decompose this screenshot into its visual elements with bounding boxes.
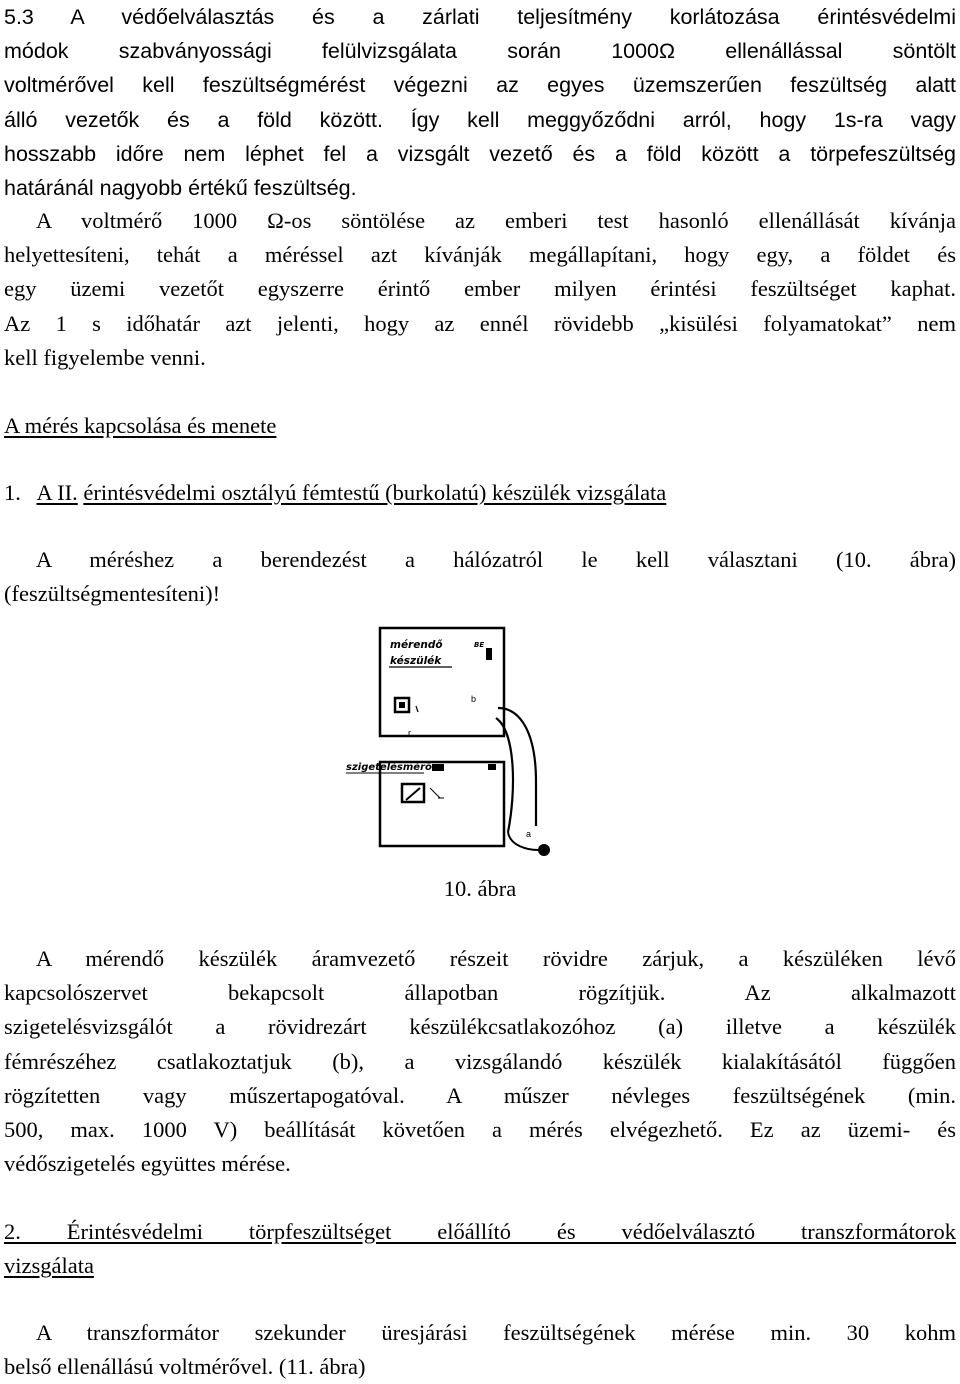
procedure-paragraph <box>4 942 956 1181</box>
section-heading <box>4 409 956 443</box>
switch-icon <box>486 648 492 660</box>
device-label-2: készülék <box>390 655 442 667</box>
text-line: helyettesíteni, tehát a méréssel azt kívánják megállapítani, hogy egy, a földet és <box>4 242 956 268</box>
circuit-diagram <box>340 622 560 866</box>
text-line: rögzítetten vagy műszertapogatóval. A műszer névleges feszültségének (min. <box>4 1082 956 1108</box>
explanation-paragraph <box>4 204 956 375</box>
text-line: egy üzemi vezetőt egyszerre érintő ember milyen érintési feszültséget kaphat. <box>4 276 956 302</box>
text-line: határánál nagyobb értékű feszültség. <box>4 176 357 201</box>
text-line: voltmérővel kell feszültségmérést végezni az egyes üzemszerűen feszültség alatt <box>4 73 956 98</box>
section-paragraph <box>4 0 956 205</box>
transformer-paragraph <box>4 1316 956 1384</box>
text-line: (feszültségmentesíteni)! <box>4 581 221 607</box>
tester-label: szigetelésmérő <box>346 762 432 773</box>
text-line: Az 1 s időhatár azt jelenti, hogy az ennél rövidebb „kisülési folyamatokat” nem <box>4 310 956 336</box>
text-line: A transzformátor szekunder üresjárási feszültségének mérése min. 30 kohm <box>36 1320 956 1345</box>
disconnect-paragraph <box>4 543 956 611</box>
item-title-b: érintésvédelmi osztályú fémtestű (burkolatú) készülék vizsgálata <box>83 480 667 505</box>
text-line: fémrészéhez csatlakoztatjuk (b), a vizsgálandó készülék kialakításától függően <box>4 1048 956 1074</box>
text-line: védőszigetelés együttes mérése. <box>4 1151 291 1177</box>
label-a: a <box>526 829 532 839</box>
probe-icon <box>538 844 550 856</box>
text-line: 5.3 A védőelválasztás és a zárlati teljesítmény korlátozása érintésvédelmi <box>4 5 956 29</box>
svg-text:r: r <box>408 728 411 738</box>
item-title-a: A II. <box>36 480 78 505</box>
text-line: módok szabványossági felülvizsgálata során 1000Ω ellenállással söntölt <box>4 39 956 64</box>
item-2-title-line-1: 2. Érintésvédelmi törpfeszültséget előállító és védőelválasztó transzformátorok <box>4 1219 956 1244</box>
item-2-title-line-2: vizsgálata <box>4 1253 94 1279</box>
tester-knob-icon <box>432 764 444 771</box>
figure-10 <box>340 622 560 866</box>
text-line: A voltmérő 1000 Ω-os söntölése az emberi test hasonló ellenállását kívánja <box>36 208 956 233</box>
tester-box <box>380 762 504 846</box>
item-1-heading <box>4 476 956 510</box>
figure-caption: 10. ábra <box>443 876 517 901</box>
text-line: kell figyelembe venni. <box>4 344 206 370</box>
text-line: álló vezetők és a föld között. Így kell meggyőződni arról, hogy 1s-ra vagy <box>4 107 956 132</box>
text-line: hosszabb időre nem léphet fel a vizsgált vezető és a föld között a törpefeszültség <box>4 141 956 166</box>
text-line: 500, max. 1000 V) beállítását követően a mérés elvégezhető. Ez az üzemi- és <box>4 1117 956 1143</box>
text-line: kapcsolószervet bekapcsolt állapotban rögzítjük. Az alkalmazott <box>4 980 956 1006</box>
label-b: b <box>471 694 477 704</box>
text-line: A méréshez a berendezést a hálózatról le kell választani (10. ábra) <box>36 547 956 572</box>
device-label-1: mérendő <box>390 639 443 651</box>
item-number: 1. <box>4 480 21 505</box>
item-2-heading <box>4 1215 956 1283</box>
heading-text: A mérés kapcsolása és menete <box>4 413 277 438</box>
device-tag-label: BE <box>474 641 485 649</box>
text-line: A mérendő készülék áramvezető részeit rövidre zárjuk, a készüléken lévő <box>36 946 956 971</box>
text-line: szigetelésvizsgálót a rövidrezárt készülékcsatlakozóhoz (a) illetve a készülék <box>4 1014 956 1040</box>
text-line: belső ellenállású voltmérővel. (11. ábra) <box>4 1354 366 1380</box>
